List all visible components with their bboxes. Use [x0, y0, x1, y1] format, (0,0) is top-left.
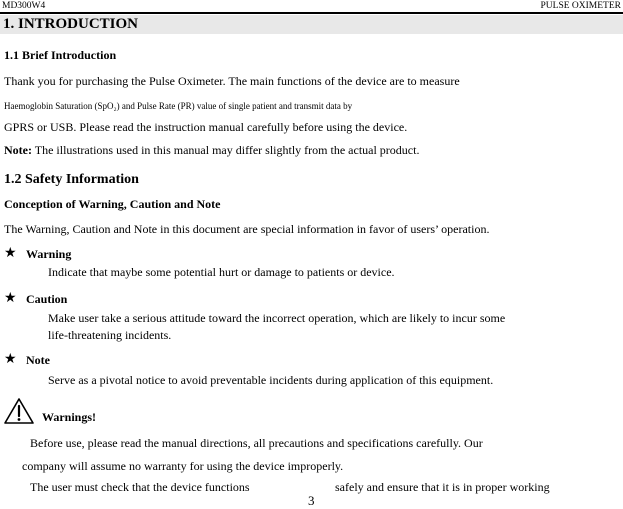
- warning-description: Indicate that maybe some potential hurt or damage to patients or device.: [48, 265, 395, 279]
- warnings-line-3-start: The user must check that the device functions: [30, 480, 250, 494]
- safety-heading: 1.2 Safety Information: [4, 172, 139, 187]
- brief-intro-heading: 1.1 Brief Introduction: [4, 48, 117, 62]
- caution-description-line-2: life-threatening incidents.: [48, 328, 172, 342]
- caution-description-line-1: Make user take a serious attitude toward the incorrect operation, which are likely to incur some: [48, 311, 506, 325]
- brief-intro-note: [4, 143, 419, 158]
- note-label: Note:: [4, 143, 32, 157]
- note-text: The illustrations used in this manual may differ slightly from the actual product.: [31, 143, 420, 157]
- note-description: Serve as a pivotal notice to avoid preventable incidents during application of this equipment.: [48, 373, 494, 387]
- warning-star-icon: ★: [4, 245, 17, 261]
- note-item-label: Note: [26, 353, 50, 367]
- safety-subheading: Conception of Warning, Caution and Note: [4, 197, 221, 211]
- note-star-icon: ★: [4, 351, 17, 367]
- caution-star-icon: ★: [4, 290, 17, 306]
- warning-triangle-icon: [3, 397, 35, 425]
- header-rule: [0, 12, 623, 14]
- warnings-line-2: company will assume no warranty for using the device improperly.: [22, 459, 344, 473]
- caution-label: Caution: [26, 292, 68, 306]
- warning-label: Warning: [26, 247, 72, 261]
- section-title: 1. INTRODUCTION: [3, 16, 139, 32]
- warnings-title: Warnings!: [42, 410, 97, 424]
- brief-intro-line-1: Thank you for purchasing the Pulse Oximeter. The main functions of the device are to measure: [4, 74, 460, 88]
- page-number: 3: [308, 493, 315, 508]
- warnings-line-1: Before use, please read the manual directions, all precautions and specifications carefully. Our: [30, 436, 483, 450]
- brief-intro-line-3: GPRS or USB. Please read the instruction manual carefully before using the device.: [4, 120, 408, 134]
- running-header-right: PULSE OXIMETER: [540, 1, 621, 11]
- brief-intro-line-2: Haemoglobin Saturation (SpO₂) and Pulse Rate (PR) value of single patient and transmit data by: [4, 101, 353, 111]
- safety-intro: The Warning, Caution and Note in this document are special information in favor of users’ operation.: [4, 222, 490, 236]
- running-header-left: MD300W4: [2, 1, 46, 11]
- warnings-line-3-end: safely and ensure that it is in proper working: [335, 480, 550, 494]
